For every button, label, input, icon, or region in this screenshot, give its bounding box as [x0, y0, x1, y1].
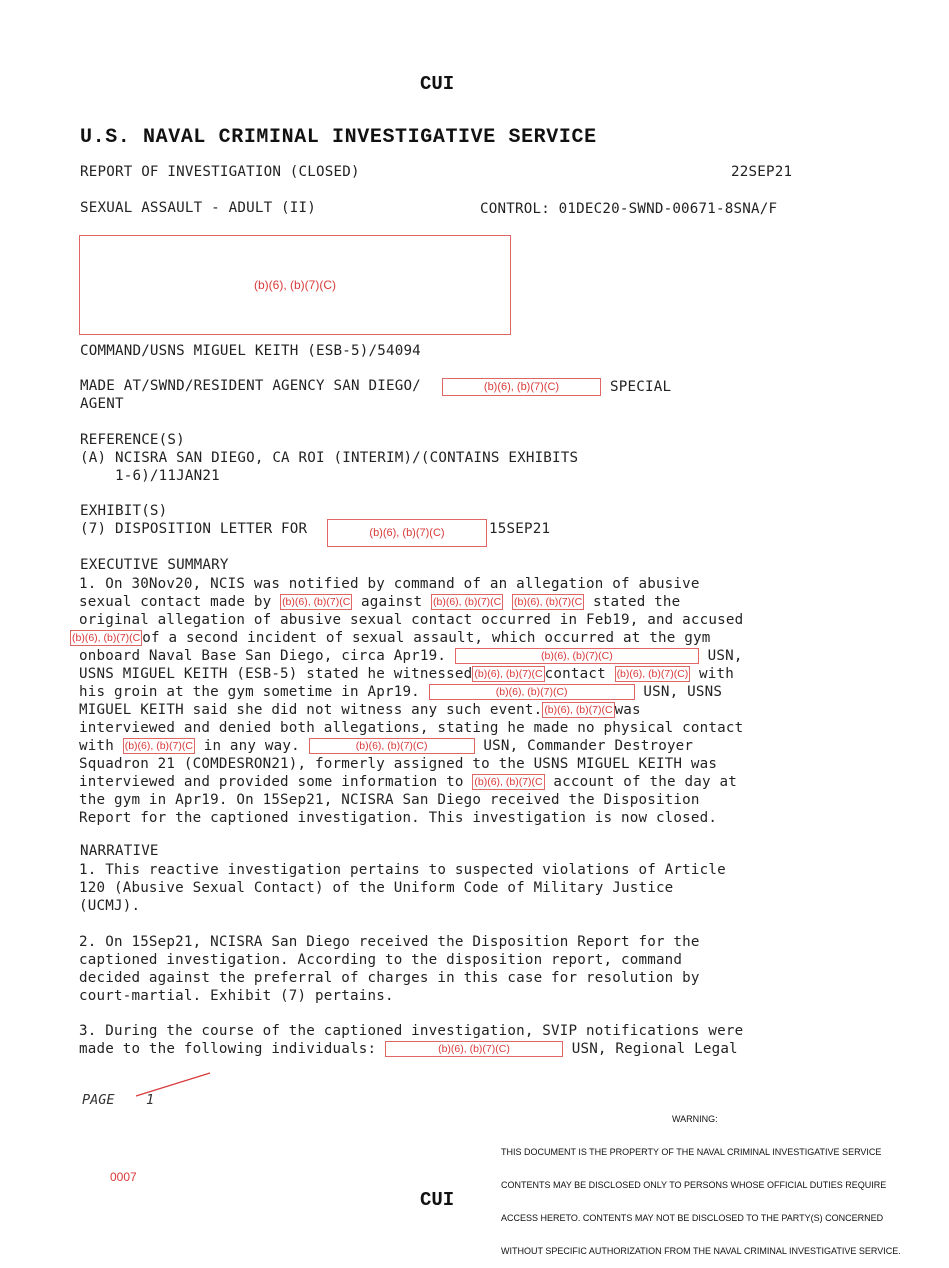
page-number: 1 — [146, 1092, 155, 1108]
summary-text: interviewed and provided some information to — [79, 774, 473, 790]
redaction-box-exhibit — [327, 519, 487, 547]
summary-line — [70, 629, 710, 647]
command-line: COMMAND/USNS MIGUEL KEITH (ESB-5)/54094 — [80, 343, 421, 359]
summary-text: original allegation of abusive sexual contact occurred in Feb19, and accused — [79, 612, 744, 628]
warning-text — [501, 1125, 901, 1268]
redaction-inline: (b)(6), (b)(7)(C) — [309, 738, 475, 754]
summary-text: was — [614, 702, 641, 718]
summary-line — [79, 701, 641, 719]
references-heading: REFERENCE(S) — [80, 432, 185, 448]
summary-text: 1. On 30Nov20, NCIS was notified by command of an allegation of abusive — [79, 576, 700, 592]
summary-text: interviewed and denied both allegations, stating he made no physical contact — [79, 720, 744, 736]
summary-line — [79, 665, 734, 683]
redaction-box-subject — [79, 235, 511, 335]
summary-text: his groin at the gym sometime in Apr19. — [79, 684, 429, 700]
exhibits-heading: EXHIBIT(S) — [80, 503, 168, 519]
narrative-line: decided against the preferral of charges in this case for resolution by — [79, 970, 700, 986]
summary-text: in any way. — [194, 738, 309, 754]
exhibit-7-prefix: (7) DISPOSITION LETTER FOR — [80, 521, 317, 537]
summary-text: USN, Commander Destroyer — [474, 738, 694, 754]
narrative-line — [79, 1040, 738, 1058]
summary-line — [79, 575, 700, 593]
made-at-suffix: SPECIAL — [610, 379, 672, 395]
redaction-inline: (b)(6), (b)(7)(C — [544, 704, 613, 716]
reference-a-line1: (A) NCISRA SAN DIEGO, CA ROI (INTERIM)/(CONTAINS EXHIBITS — [80, 450, 579, 466]
cui-marking-top: CUI — [420, 73, 455, 95]
summary-line — [79, 737, 693, 755]
warning-line: THIS DOCUMENT IS THE PROPERTY OF THE NAVAL CRIMINAL INVESTIGATIVE SERVICE — [501, 1147, 882, 1157]
redaction-inline: (b)(6), (b)(7)(C) — [429, 684, 635, 700]
redaction-inline: (b)(6), (b)(7)(C — [474, 668, 543, 680]
redaction-label: (b)(6), (b)(7)(C) — [254, 278, 336, 292]
summary-text: USN, USNS — [634, 684, 723, 700]
redaction-box-agent — [442, 378, 601, 396]
summary-line — [79, 611, 743, 629]
redaction-inline: (b)(6), (b)(7)(C — [72, 632, 141, 644]
summary-line — [79, 719, 743, 737]
case-type: SEXUAL ASSAULT - ADULT (II) — [80, 200, 317, 216]
page-stroke-mark — [130, 1070, 220, 1100]
summary-text: with — [690, 666, 735, 682]
narrative-line: 120 (Abusive Sexual Contact) of the Uniform Code of Military Justice — [79, 880, 674, 896]
summary-text: USNS MIGUEL KEITH (ESB-5) stated he witnessed — [79, 666, 473, 682]
summary-text: account of the day at — [544, 774, 737, 790]
narrative-line: (UCMJ). — [79, 898, 141, 914]
summary-text: stated the — [584, 594, 681, 610]
summary-text: onboard Naval Base San Diego, circa Apr19. — [79, 648, 455, 664]
redaction-inline: (b)(6), (b)(7)(C) — [455, 648, 699, 664]
narrative-line: captioned investigation. According to the disposition report, command — [79, 952, 683, 968]
narrative-line: court-martial. Exhibit (7) pertains. — [79, 988, 394, 1004]
summary-text: contact — [544, 666, 615, 682]
summary-text: MIGUEL KEITH said she did not witness any such event. — [79, 702, 543, 718]
page-label: PAGE — [82, 1092, 115, 1108]
report-type: REPORT OF INVESTIGATION (CLOSED) — [80, 164, 360, 180]
warning-line: ACCESS HERETO. CONTENTS MAY NOT BE DISCLOSED TO THE PARTY(S) CONCERNED — [501, 1213, 884, 1223]
summary-line — [79, 647, 743, 665]
made-at-line2: AGENT — [80, 396, 124, 412]
summary-text: the gym in Apr19. On 15Sep21, NCISRA San Diego received the Disposition — [79, 792, 700, 808]
redaction-inline: (b)(6), (b)(7)(C) — [385, 1041, 563, 1057]
redaction-inline: (b)(6), (b)(7)(C — [124, 740, 193, 752]
summary-line — [79, 773, 737, 791]
cui-marking-bottom: CUI — [420, 1189, 455, 1211]
summary-line — [79, 593, 680, 611]
redaction-inline: (b)(6), (b)(7)(C — [282, 596, 351, 608]
summary-text: Squadron 21 (COMDESRON21), formerly assigned to the USNS MIGUEL KEITH was — [79, 756, 718, 772]
exhibit-7-suffix: 15SEP21 — [489, 521, 551, 537]
reference-a-line2: 1-6)/11JAN21 — [80, 468, 220, 484]
summary-line — [79, 683, 722, 701]
executive-summary-heading: EXECUTIVE SUMMARY — [80, 557, 229, 573]
made-at-prefix: MADE AT/SWND/RESIDENT AGENCY SAN DIEGO/ — [80, 378, 421, 394]
redaction-label: (b)(6), (b)(7)(C) — [483, 381, 560, 393]
summary-text: with — [79, 738, 123, 754]
summary-line — [79, 791, 700, 809]
redaction-inline: (b)(6), (b)(7)(C) — [616, 668, 689, 680]
control-number: CONTROL: 01DEC20-SWND-00671-8SNA/F — [480, 201, 778, 217]
narrative-line: 3. During the course of the captioned investigation, SVIP notifications were — [79, 1023, 744, 1039]
redaction-inline: (b)(6), (b)(7)(C — [474, 776, 543, 788]
summary-line — [79, 809, 717, 827]
narrative-line: 2. On 15Sep21, NCISRA San Diego received the Disposition Report for the — [79, 934, 700, 950]
report-date: 22SEP21 — [731, 164, 793, 180]
summary-text: Report for the captioned investigation. This investigation is now closed. — [79, 810, 718, 826]
redaction-inline: (b)(6), (b)(7)(C — [433, 596, 502, 608]
warning-line: WITHOUT SPECIFIC AUTHORIZATION FROM THE NAVAL CRIMINAL INVESTIGATIVE SERVICE. — [501, 1246, 901, 1256]
summary-line — [79, 755, 717, 773]
warning-title: WARNING: — [672, 1114, 718, 1124]
narrative-heading: NARRATIVE — [80, 843, 159, 859]
summary-text: of a second incident of sexual assault, which occurred at the gym — [142, 630, 711, 646]
document-number: 0007 — [110, 1170, 137, 1184]
narrative-text: made to the following individuals: — [79, 1041, 385, 1057]
warning-line: CONTENTS MAY BE DISCLOSED ONLY TO PERSONS WHOSE OFFICIAL DUTIES REQUIRE — [501, 1180, 887, 1190]
narrative-text: USN, Regional Legal — [562, 1041, 738, 1057]
summary-text: sexual contact made by — [79, 594, 281, 610]
redaction-label: (b)(6), (b)(7)(C) — [369, 527, 445, 539]
agency-title: U.S. NAVAL CRIMINAL INVESTIGATIVE SERVICE — [80, 126, 597, 149]
redaction-inline: (b)(6), (b)(7)(C — [514, 596, 583, 608]
summary-text: USN, — [698, 648, 743, 664]
summary-text: against — [352, 594, 431, 610]
narrative-line: 1. This reactive investigation pertains to suspected violations of Article — [79, 862, 726, 878]
